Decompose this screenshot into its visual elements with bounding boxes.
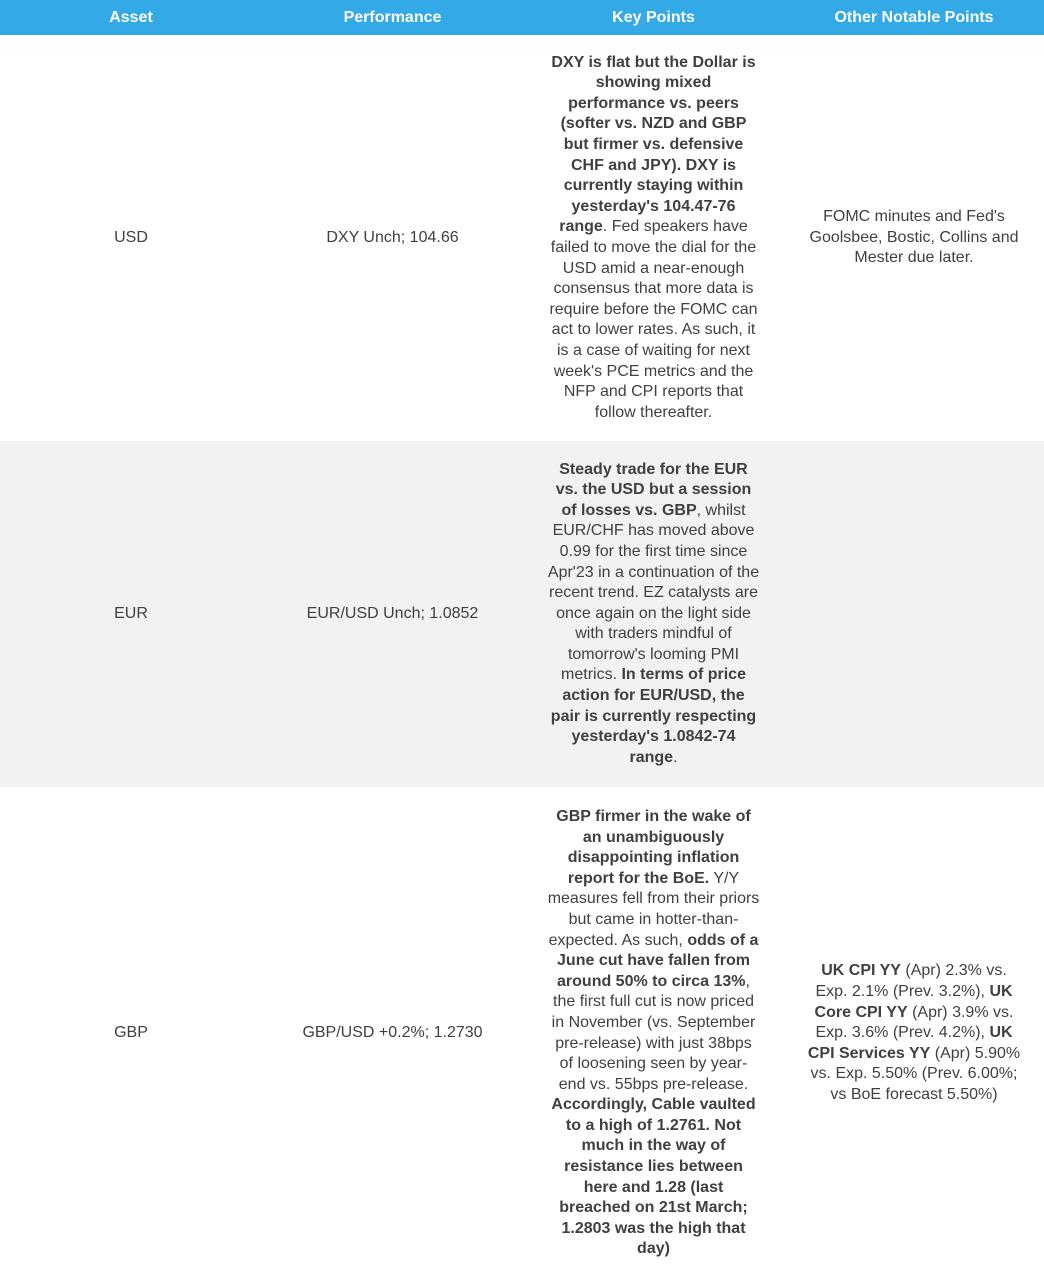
- asset-cell: USD: [114, 228, 148, 246]
- table-row-usd: [0, 35, 1044, 441]
- performance-cell: EUR/USD Unch; 1.0852: [262, 441, 523, 787]
- other-point-segment: FOMC minutes and Fed's Goolsbee, Bostic, Collins and Mester due later.: [809, 208, 1019, 267]
- key-point-segment: .: [673, 748, 678, 766]
- key-point-segment: . Fed speakers have failed to move the dial for the USD amid a near-enough consensus that more data is require before the FOMC can act to lower rates. As such, it is a case of waiting for next week's PCE metrics and the NFP and CPI reports that follow thereafter.: [549, 218, 758, 421]
- other-points-cell: [784, 35, 1044, 441]
- other-point-segment: (Apr) 2.3% vs. Exp. 2.1% (Prev. 3.2%),: [815, 962, 1007, 1001]
- other-points-cell: [784, 787, 1044, 1280]
- key-point-segment: Steady trade for the EUR vs. the USD but a session of losses vs. GBP: [555, 460, 752, 519]
- header-key-points: Key Points: [523, 0, 784, 35]
- key-point-segment: , the first full cut is now priced in November (vs. September pre-release) with just 38bps of loosening seen by year-end vs. 55bps pre-release.: [551, 972, 756, 1093]
- table-row-gbp: [0, 787, 1044, 1280]
- key-points-cell: [523, 35, 784, 441]
- key-point-segment: odds of a June cut have fallen from around 50% to circa 13%: [557, 931, 759, 990]
- other-point-segment: UK Core CPI YY: [814, 983, 1013, 1021]
- key-points-cell: [523, 441, 784, 787]
- key-point-segment: , whilst EUR/CHF has moved above 0.99 for the first time since Apr'23 in a continuation of the recent trend. EZ catalysts are once again on the light side with traders mindful of tomorrow's looming PMI metrics.: [547, 501, 760, 684]
- other-point-segment: UK CPI Services YY: [807, 1024, 1013, 1062]
- other-point-segment: (Apr) 5.90% vs. Exp. 5.50% (Prev. 6.00%; vs BoE forecast 5.50%): [810, 1044, 1021, 1103]
- key-point-segment: Y/Y measures fell from their priors but came in hotter-than-expected. As such,: [547, 869, 760, 949]
- header-asset: Asset: [0, 0, 262, 35]
- key-point-segment: In terms of price action for EUR/USD, the pair is currently respecting yesterday's 1.0842-74 range: [550, 666, 757, 766]
- table-row-eur: [0, 441, 1044, 787]
- header-performance: Performance: [262, 0, 523, 35]
- performance-cell: DXY Unch; 104.66: [326, 228, 459, 246]
- asset-cell: EUR: [0, 441, 262, 787]
- performance-cell: GBP/USD +0.2%; 1.2730: [302, 1024, 483, 1042]
- header-row: [0, 0, 1044, 35]
- other-points-cell: [784, 441, 1044, 787]
- asset-cell: GBP: [114, 1024, 148, 1042]
- key-point-segment: Accordingly, Cable vaulted to a high of 1.2761. Not much in the way of resistance lies between here and 1.28 (last breached on 21st March; 1.2803 was the high that day): [551, 1096, 756, 1258]
- key-point-segment: DXY is flat but the Dollar is showing mixed performance vs. peers (softer vs. NZD and GBP but firmer vs. defensive CHF and JPY). DXY is currently staying within yesterday's 104.47-76 range: [551, 53, 756, 236]
- key-point-segment: GBP firmer in the wake of an unambiguously disappointing inflation report for the BoE.: [556, 807, 751, 887]
- other-point-segment: (Apr) 3.9% vs. Exp. 3.6% (Prev. 4.2%),: [815, 1003, 1014, 1042]
- header-other-notable-points: Other Notable Points: [784, 0, 1044, 35]
- other-point-segment: UK CPI YY: [821, 962, 901, 980]
- key-points-cell: [523, 787, 784, 1280]
